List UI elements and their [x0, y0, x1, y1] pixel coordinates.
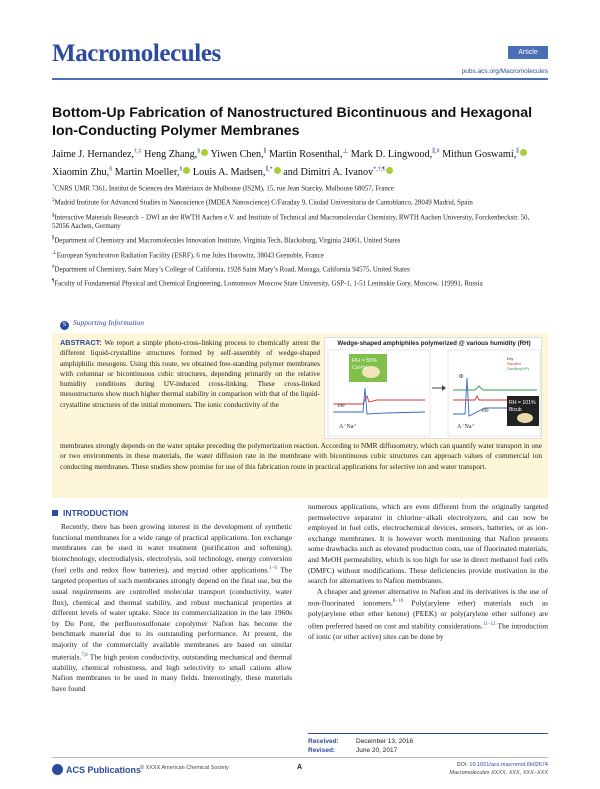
- citation-line: Macromolecules XXXX, XXX, XXX−XXX: [449, 769, 548, 776]
- intro-paragraph: A cheaper and greener alternative to Nafion and its derivatives is the use of non-fluorinated ionomers.$^{8-10}$ Poly(arylene ether) materials such as poly(arylene ether ether ketone) (PEEK) or poly(arylene ether sulfone) are often preferred based on cost and stability considerations.$^{11-12}$ The introduction of ionic (or other active) sites can be done by: [308, 586, 548, 642]
- toc-graphic: [324, 337, 542, 439]
- affiliation: #Department of Chemistry, Saint Mary’s College of California, 1928 Saint Mary’s Road, Moraga, California 94575, United States: [52, 264, 410, 274]
- citation-ref[interactable]: 7,8: [81, 652, 88, 658]
- author[interactable]: Xiaomin Zhu,§: [52, 166, 113, 178]
- page-number: A: [297, 764, 303, 771]
- publication-dates: [308, 733, 548, 755]
- intro-paragraph: Recently, there has been growing interest in the development of synthetic functional membranes for a wide range of practical applications. Ion exchange membranes can be used in water treatment (purification and softening), biotechnology, electrodialysis, electrolysis, soil technology, energy conversion (fuel cells and redox flow batteries), and myriad other applications.$^{1-6}$ The targeted properties of such membranes strongly depend on the final use, but the usual requirements are controlled molecular transport (conductivity, water flux), chemical and thermal stability, and robust mechanical properties at different levels of water uptake. Since its commercialization in the late 1960s by Du Pont, the perfluorosulfonate copolymer Nafion has become the benchmark material due to its outstanding performance. At present, the majority of the commercially available membranes are based on similar materials.$^{7,8}$ The high proton conductivity, outstanding mechanical and thermal stability, chemical robustness, and high selectivity to small cations allow Nafion membranes to be used in many fields. Interestingly, these materials have found: [52, 522, 292, 693]
- author[interactable]: Mark D. Lingwood,∥,#: [350, 149, 440, 161]
- orcid-icon[interactable]: [520, 149, 527, 156]
- copyright-notice: © XXXX American Chemical Society: [140, 765, 229, 771]
- rh-left-label: RH = 55%: [352, 358, 378, 364]
- orcid-icon[interactable]: [386, 167, 393, 174]
- rh-right-label: RH = 101%: [509, 400, 536, 406]
- footer-rule: [52, 757, 548, 758]
- doi-block: DOI: 10.1021/acs.macromol.6b02674 Macromolecules XXXX, XXX, XXX−XXX: [449, 762, 548, 776]
- toc-arrowhead: [442, 385, 446, 391]
- affiliation: ⊥European Synchrotron Radiation Facility (ESRF), 6 rue Jules Horowitz, 38043 Grenoble, France: [52, 250, 324, 259]
- toc-illustration: [325, 338, 543, 440]
- author[interactable]: Heng Zhang,§: [144, 149, 201, 161]
- affiliation: ¶Faculty of Fundamental Physical and Chemical Engineering, Lomonosov Moscow State University, GSP-1, 1-51 Leninskie Gory, Moscow, 119991, Russia: [52, 279, 483, 288]
- header-rule: [52, 78, 548, 80]
- legend-swollen: Swollen: [507, 361, 522, 366]
- abstract-label: ABSTRACT:: [60, 338, 102, 347]
- author[interactable]: Mithun Goswami,∥: [442, 149, 520, 161]
- rh-right-sub: Bicub: [509, 407, 522, 413]
- author[interactable]: and Dimitri A. Ivanov*,†,¶: [283, 166, 385, 178]
- introduction-heading: INTRODUCTION: [52, 508, 128, 518]
- author[interactable]: Jaime J. Hernandez,†,‡: [52, 149, 142, 161]
- affiliation: §Interactive Materials Research − DWI an der RWTH Aachen e.V. and Institute of Technical and Macromolecular Chemistry, RWTH Aachen University, Forckenbeckstr. 50, 52056 Aachen, Germany: [52, 212, 530, 231]
- affiliation: †CNRS UMR 7361, Institut de Sciences des Matériaux de Mulhouse (IS2M), 15, rue Jean Starcky, Mulhouse 68057, France: [52, 184, 394, 193]
- doi-link[interactable]: 10.1021/acs.macromol.6b02674: [469, 762, 548, 768]
- orcid-icon[interactable]: [183, 167, 190, 174]
- article-type-badge: Article: [508, 46, 548, 59]
- legend-swollen-hp: Swollen(HP): [507, 366, 530, 371]
- right-na-label: A⁻Na⁺: [457, 424, 475, 430]
- legend-dry: Dry: [507, 356, 514, 361]
- acs-logo-icon: [52, 764, 63, 775]
- journal-url-link[interactable]: pubs.acs.org/Macromolecules: [461, 68, 548, 75]
- left-100-label: 100: [337, 404, 345, 409]
- revised-date: Revised: June 20, 2017: [308, 747, 398, 754]
- intro-left-column: [52, 522, 292, 695]
- acs-publications-logo[interactable]: ACS Publications: [52, 764, 141, 775]
- phase-label: Φ: [459, 374, 464, 380]
- intro-paragraph: numerous applications, which are even different from the originally targeted permselective separator in chlorine−alkali electrolyzers, and can now be employed in fuel cells, electrochemical devices, sensors, batteries, or as ion-exchange membranes. It is however worth mentioning that Nafion presents some drawbacks such as elevated production costs, use of fluorinated materials, and MeOH permeability, which is too high for use in direct methanol fuel cells (DMFC) without modifications. These deficiencies provide motivation in the search for alternatives to Nafion membranes.: [308, 502, 548, 586]
- article-title: Bottom-Up Fabrication of Nanostructured Bicontinuous and Hexagonal Ion-Conducting Polymer Membranes: [52, 105, 533, 139]
- supporting-info-icon: S: [60, 321, 69, 330]
- orcid-icon[interactable]: [201, 149, 208, 156]
- received-date: Received: December 13, 2016: [308, 738, 414, 745]
- abstract-part-2: membranes strongly depends on the water uptake preceding the polymerization reaction. According to NMR diffusometry, which can quantify water transport in one or two environments in these materials, the water diffusion rate in the membrane with bicontinuous cubic structures can approach values of commercial ion conducting membranes. These studies show promise for use of this fabrication route in practical applications for selective ion and water transport.: [60, 441, 542, 471]
- citation-ref[interactable]: 1−6: [269, 566, 277, 572]
- section-square-icon: [52, 510, 58, 516]
- citation-ref[interactable]: 8−10: [392, 599, 404, 605]
- author-list: [52, 145, 548, 180]
- rh-left-sub: Col-hd: [352, 365, 367, 371]
- right-100-label: 100: [481, 409, 489, 414]
- supporting-information-link[interactable]: S Supporting Information: [60, 318, 144, 330]
- journal-title: Macromolecules: [52, 40, 221, 67]
- author[interactable]: Martin Rosenthal,⊥: [268, 149, 349, 161]
- citation-ref[interactable]: 11−12: [482, 622, 496, 628]
- intro-right-column: [308, 502, 548, 643]
- author[interactable]: Martin Moeller,§: [114, 166, 183, 178]
- toc-caption: Wedge-shaped amphiphiles polymerized @ various humidity (RH): [337, 340, 531, 347]
- affiliation: ∥Department of Chemistry and Macromolecules Innovation Institute, Virginia Tech, Blacksburg, Virginia 24061, United States: [52, 236, 401, 245]
- affiliation: ‡Madrid Institute for Advanced Studies in Nanoscience (IMDEA Nanoscience) C/Faraday 9, Ciudad Universitaria de Cantoblanco, 28049 Madrid, Spain: [52, 198, 473, 207]
- author[interactable]: Yiwen Chen,∥: [210, 149, 267, 161]
- orcid-icon[interactable]: [274, 167, 281, 174]
- author[interactable]: Louis A. Madsen,∥,*: [192, 166, 273, 178]
- abstract-part-1: ABSTRACT: We report a simple photo-cross-linking process to chemically arrest the different liquid-crystalline structures formed by self-assembly of wedge-shaped amphiphilic mesogens. Using this route, we obtained free-standing polymer membranes with columnar or bicontinuous cubic structures, depending primarily on the relative humidity conditions during UV-induced cross-linking. These cross-linked mesostructures show much higher thermal stability in comparison with that of the liquid-crystalline structures of the initial monomers. The ionic conductivity of the: [60, 338, 320, 409]
- membrane-sample-right: [517, 413, 533, 423]
- affiliations: [52, 182, 548, 291]
- left-na-label: A⁻Na⁺: [339, 424, 357, 430]
